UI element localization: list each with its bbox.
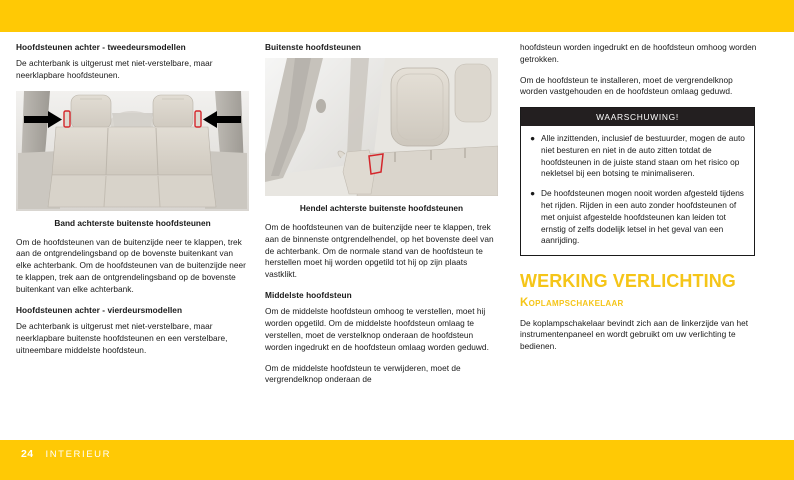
left-paragraph-3: De achterbank is uitgerust met niet-verstelbare, maar neerklapbare buitenste hoofdsteunen en een verstelbare, uitneembare middelste hoofdsteun. [16, 320, 228, 355]
right-paragraph-2: Om de hoofdsteun te installeren, moet de vergrendelknop worden vastgehouden en de hoofdsteun omlaag geduwd. [520, 74, 733, 97]
release-handle-highlight [369, 154, 383, 174]
warning-body [521, 126, 754, 255]
warning-list [529, 133, 746, 247]
left-paragraph-2: Om de hoofdsteunen van de buitenzijde neer te klappen, trek aan de ontgrendelingsband op de bovenste buitenkant van elke achterbank. Om de hoofdsteunen van de buitenzijde neer te klappen, trek aan de ontgrendelingsband op de bovenste buitenkant van elke achterbank. [16, 236, 246, 294]
outer-headrest-release-handle-photo [265, 58, 498, 196]
warning-box [520, 107, 755, 256]
left-heading-1: Hoofdsteunen achter - tweedeursmodellen [16, 42, 186, 52]
bullet-icon: ● [530, 133, 536, 144]
section-heading-sub: Koplampschakelaar [520, 297, 624, 310]
middle-figure-caption: Hendel achterste buitenste hoofdsteunen [299, 203, 464, 214]
release-strap-right-highlight [195, 111, 201, 127]
left-column [16, 42, 249, 356]
warning-title: WAARSCHUWING! [521, 108, 754, 126]
left-paragraph-1: De achterbank is uitgerust met niet-verstelbare, maar neerklapbare hoofdsteunen. [16, 58, 213, 81]
footer-page-number: 24 [21, 448, 34, 460]
right-paragraph-1: hoofdsteun worden ingedrukt en de hoofdsteun omhoog worden getrokken. [520, 42, 757, 64]
middle-paragraph-1: Om de hoofdsteunen van de buitenzijde neer te klappen, trek aan de binnenste ontgrendelhendel, op het bovenste deel van de achterbank. Om de normale stand van de hoofdsteun te herstellen moet hij worden opgetild tot hij op zijn plaats vastklikt. [265, 222, 494, 280]
left-figure-caption: Band achterste buitenste hoofdsteunen [54, 217, 211, 228]
release-strap-left-highlight [64, 111, 70, 127]
warning-list-item [529, 188, 746, 247]
section-heading-main: WERKING VERLICHTING [520, 271, 736, 292]
headrest-release-handle-illustration [265, 58, 498, 196]
footer-content [21, 448, 111, 460]
rear-bench-seat-photo [16, 91, 249, 211]
page-columns [0, 32, 794, 440]
bullet-icon: ● [530, 188, 536, 199]
middle-paragraph-2: Om de middelste hoofdsteun omhoog te verstellen, moet hij worden opgetild. Om de middelste hoofdsteun omlaag te verstellen, moet de verstelknop onderaan de hoofdsteun worden ingedrukt en de hoofdsteun omlaag worden geduwd. [265, 306, 489, 352]
warning-item-text: De hoofdsteunen mogen nooit worden afgesteld tijdens het rijden. Rijden in een auto zonder hoofdsteunen of met onjuist afgestelde hoofdsteunen kan leiden tot ernstig of zelfs dodelijk letsel in het geval van een aanrijding. [541, 188, 744, 246]
middle-heading-2: Middelste hoofdsteun [265, 290, 352, 301]
footer-section-label: INTERIEUR [45, 449, 112, 460]
middle-column [265, 42, 498, 386]
page-footer-bar [0, 440, 794, 480]
middle-heading-1: Buitenste hoofdsteunen [265, 42, 362, 52]
rear-bench-seat-illustration [16, 91, 249, 211]
left-heading-2: Hoofdsteunen achter - vierdeursmodellen [16, 304, 183, 315]
page-header-bar [0, 0, 794, 32]
warning-list-item [529, 133, 746, 180]
right-column [520, 42, 757, 353]
right-paragraph-3: De koplampschakelaar bevindt zich aan de linkerzijde van het instrumentenpaneel en wordt gebruikt om uw verlichting te bedienen. [520, 317, 749, 352]
warning-item-text: Alle inzittenden, inclusief de bestuurder, mogen de auto niet besturen en niet in de auto zitten totdat de hoofdsteunen in de juiste stand staan om het risico op nekletsel bij een botsing te minimaliseren. [541, 133, 745, 179]
middle-paragraph-3: Om de middelste hoofdsteun te verwijderen, moet de vergrendelknop onderaan de [265, 362, 461, 385]
